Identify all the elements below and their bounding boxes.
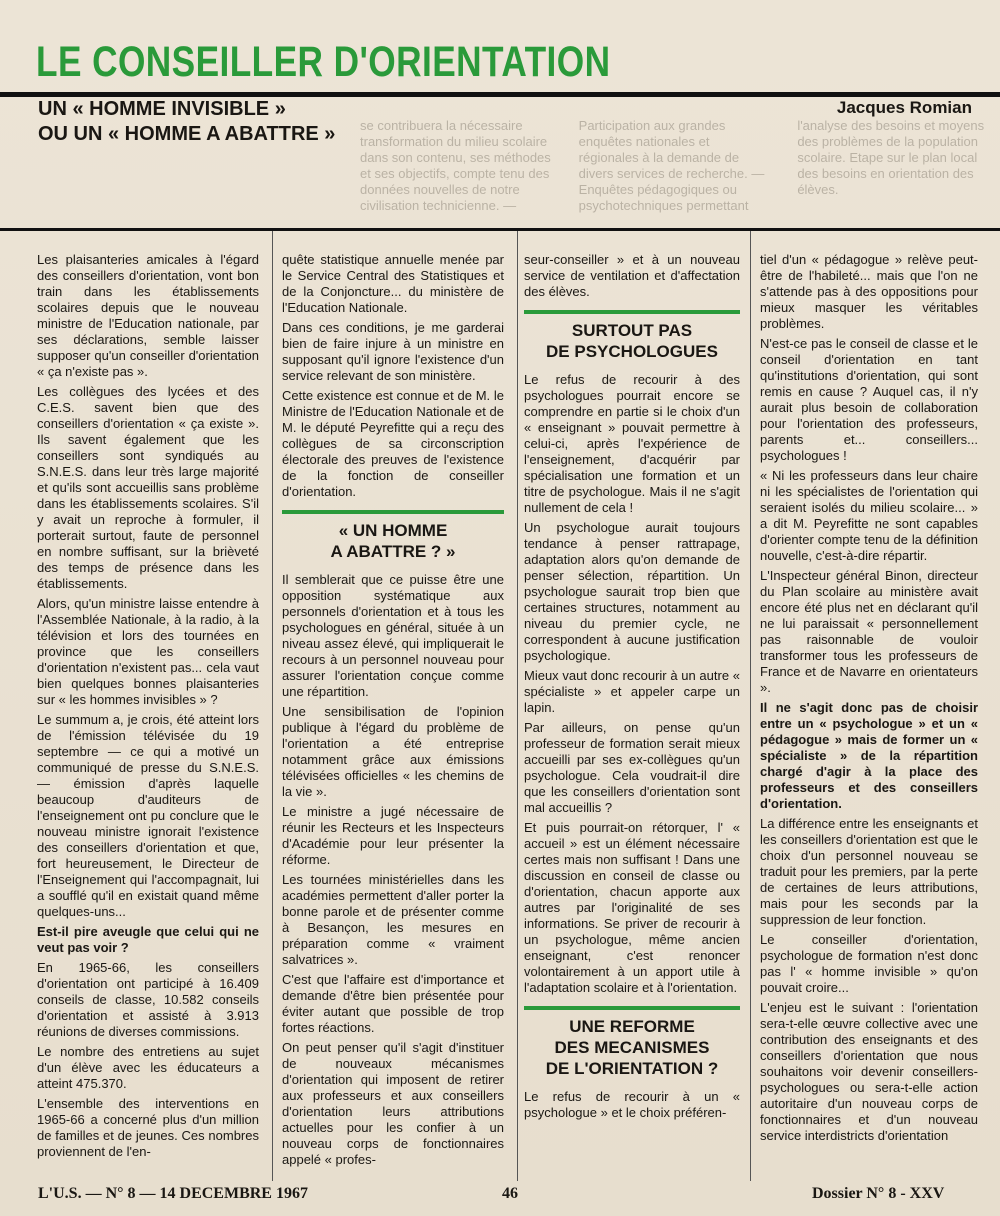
paragraph: Le summum a, je crois, été atteint lors de l'émission télévisée du 19 septembre — ce qui a motivé un communiqué de presse du S.N.E.S. — émission d'après laquelle beaucoup d'auditeurs de l'enseignement ont pu conclure que le nouveau ministre ignorait l'existence des conseillers d'orientation et que, fort heureusement, le Directeur de l'Enseignement qui l'accompagnait, lui a soufflé qu'il en existait quand même quelques-uns... bbox=[37, 712, 259, 919]
col3c-body bbox=[524, 1089, 740, 1121]
paragraph: Dans ces conditions, je me garderai bien de faire injure à un ministre en supposant qu'il ignore l'existence d'un service relevant de son ministère. bbox=[282, 320, 504, 383]
paragraph: seur-conseiller » et à un nouveau service de ventilation et d'affectation des élèves. bbox=[524, 252, 740, 299]
author-name: Jacques Romian bbox=[836, 98, 972, 117]
column-2 bbox=[282, 252, 504, 1172]
paragraph: Les tournées ministérielles dans les académies permettent d'aller porter la bonne parole et de présenter comme à Besançon, les mesures en préparation comme « vraiment salvatrices ». bbox=[282, 872, 504, 967]
col3a-body bbox=[524, 252, 740, 300]
paragraph: tiel d'un « pédagogue » relève peut-être de l'habileté... mais que l'on ne s'attende pas à des oppositions pour mieux masquer les véritables problèmes. bbox=[760, 252, 978, 331]
paragraph: Alors, qu'un ministre laisse entendre à l'Assemblée Nationale, à la radio, à la télévision et lors des tournées en province que les conseillers d'orientation n'existent pas... cela vaut bien quelques bonnes plaisanteries sur « les hommes invisibles » ? bbox=[37, 596, 259, 707]
column-3 bbox=[524, 252, 740, 1125]
section-title-line-2: DES MECANISMES bbox=[554, 1038, 710, 1057]
paragraph: On peut penser qu'il s'agit d'instituer de nouveaux mécanismes d'orientation qui imposent de retirer aux professeurs et aux conseillers d'orientation leurs attributions actuelles pour les confier à un nouveau corps de fonctionnaires appelé « profes- bbox=[282, 1040, 504, 1167]
green-rule bbox=[282, 510, 504, 514]
paragraph: Le refus de recourir à un « psychologue » et le choix préféren- bbox=[524, 1089, 740, 1120]
paragraph: Le nombre des entretiens au sujet d'un élève avec les éducateurs a atteint 475.370. bbox=[37, 1044, 259, 1091]
paragraph: Il ne s'agit donc pas de choisir entre un « psychologue » et un « pédagogue » mais de former un « spécialiste » de la répartition chargé d'agir à la place des professeurs et des conseillers d'orientation. bbox=[760, 700, 978, 811]
col3b-body bbox=[524, 372, 740, 996]
paragraph: Un psychologue aurait toujours tendance à penser rattrapage, adaptation alors qu'on demande de penser sélection, répartition. Un psychologue saurait trop bien que certaines structures, notamment au niveau du premier cycle, ne correspondent à aucune justification psychologique. bbox=[524, 520, 740, 663]
paragraph: quête statistique annuelle menée par le Service Central des Statistiques et de la Conjoncture... du ministère de l'Education Nationale. bbox=[282, 252, 504, 315]
paragraph: Par ailleurs, on pense qu'un professeur de formation serait mieux accueilli par ses ex-collègues qu'un psychologue. Cela voudrait-il dire que les conseillers d'orientation sont mal accueillis ? bbox=[524, 720, 740, 815]
paragraph: Mieux vaut donc recourir à un autre « spécialiste » et appeler carpe un lapin. bbox=[524, 668, 740, 715]
col1-body bbox=[37, 252, 259, 1160]
paragraph: La différence entre les enseignants et les conseillers d'orientation est que le choix d'un personnel nouveau se traduit pour les premiers, par la perte de certaines de leurs attributions, mais pour les seconds par la suppression de leur fonction. bbox=[760, 816, 978, 927]
headline-line-2: OU UN « HOMME A ABATTRE » bbox=[38, 123, 336, 145]
section-title-line-1: SURTOUT PAS bbox=[571, 321, 693, 340]
footer-issue: L'U.S. — N° 8 — 14 DECEMBRE 1967 bbox=[38, 1185, 308, 1202]
paragraph: Une sensibilisation de l'opinion publique à l'égard du problème de l'orientation a été entreprise notamment grâce aux émissions télévisées officielles « les chemins de la vie ». bbox=[282, 704, 504, 799]
paragraph: En 1965-66, les conseillers d'orientation ont participé à 16.409 conseils de classe, 10.582 conseils d'orientation et assisté à 3.913 réunions de diverses commissions. bbox=[37, 960, 259, 1039]
column-rule bbox=[750, 231, 751, 1181]
col2b-body bbox=[282, 572, 504, 1168]
column-rule bbox=[272, 231, 273, 1181]
header-rule bbox=[0, 228, 1000, 231]
column-4 bbox=[760, 252, 978, 1148]
green-rule bbox=[524, 1006, 740, 1010]
section-title-line-1: « UN HOMME bbox=[338, 521, 448, 540]
paragraph: Cette existence est connue et de M. le Ministre de l'Education Nationale et de M. le député Peyrefitte qui a reçu des collègues de sa circonscription électorale des preuves de l'existence de la fonction de conseiller d'orientation. bbox=[282, 388, 504, 499]
section-title-line-2: A ABATTRE ? » bbox=[330, 542, 456, 561]
col4-body bbox=[760, 252, 978, 1144]
paragraph: Il semblerait que ce puisse être une opposition systématique aux personnels d'orientation et à tous les psychologues en général, située à un niveau assez élevé, qui impliquerait le recours à un personnel nouveau pour assurer l'orientation conçue comme une répartition. bbox=[282, 572, 504, 699]
section-heading-surtout-pas bbox=[524, 310, 740, 362]
green-rule bbox=[524, 310, 740, 314]
footer-page-number: 46 bbox=[502, 1185, 518, 1202]
paragraph: Le ministre a jugé nécessaire de réunir les Recteurs et les Inspecteurs d'Académie pour leur présenter la réforme. bbox=[282, 804, 504, 867]
masthead-title: LE CONSEILLER D'ORIENTATION bbox=[36, 38, 611, 86]
col2a-body bbox=[282, 252, 504, 500]
section-title-line-2: DE PSYCHOLOGUES bbox=[546, 342, 718, 361]
footer-dossier: Dossier N° 8 - XXV bbox=[812, 1185, 945, 1202]
paragraph: Le conseiller d'orientation, psychologue de formation n'est donc pas l' « homme invisible » qu'on pouvait croire... bbox=[760, 932, 978, 995]
paragraph: L'Inspecteur général Binon, directeur du Plan scolaire au ministère avait encore été plus net en déclarant qu'il ne lui paraissait « personnellement pas raisonnable de vouloir transformer tous les professeurs de France et de Navarre en orientateurs ». bbox=[760, 568, 978, 695]
paragraph: « Ni les professeurs dans leur chaire ni les spécialistes de l'orientation qui seraient isolés du milieu scolaire... » a dit M. Peyrefitte ne sont capables d'orienter compte tenu de la définition nouvelle, c'est-à-dire répartir. bbox=[760, 468, 978, 563]
column-1 bbox=[37, 252, 259, 1164]
paragraph: Et puis pourrait-on rétorquer, l' « accueil » est un élément nécessaire certes mais non suffisant ! Dans une discussion en conseil de classe ou d'orientation, chacun apporte aux autres par l'originalité de ses informations. Se priver de recourir à un psychologue, même ancien enseignant, c'est renoncer volontairement à un apport utile à l'adaptation scolaire et à l'orientation. bbox=[524, 820, 740, 995]
paragraph: Les plaisanteries amicales à l'égard des conseillers d'orientation, vont bon train dans les établissements scolaires depuis que le nouveau ministre de l'Education nationale, par ses déclarations, semble laisser supposer qu'un conseiller d'orientation « ça n'existe pas ». bbox=[37, 252, 259, 379]
headline-line-1: UN « HOMME INVISIBLE » bbox=[38, 98, 286, 120]
paragraph: N'est-ce pas le conseil de classe et le conseil d'orientation en tant qu'institutions d'orientation, qui sont remis en cause ? Auquel cas, il n'y aurait plus besoin de collaboration pour l'orientation des professeurs, parents et... conseillers... psychologues ! bbox=[760, 336, 978, 463]
paragraph: Est-il pire aveugle que celui qui ne veut pas voir ? bbox=[37, 924, 259, 955]
paragraph: C'est que l'affaire est d'importance et demande d'être bien présentée pour éviter autant que possible de trop fortes réactions. bbox=[282, 972, 504, 1035]
paragraph: Le refus de recourir à des psychologues pourrait encore se comprendre en partie si le choix d'un « enseignant » pouvait permettre à celui-ci, après l'expérience de l'enseignement, d'acquérir par spécialisation une formation et un titre de psychologue. Mais il ne s'agit nullement de cela ! bbox=[524, 372, 740, 515]
bleed-through-text: se contribuera la nécessaire transformation du milieu scolaire dans son contenu, ses méthodes et ses objectifs, compte tenu des données nouvelles de notre civilisation technicienne. — Participation aux grandes enquêtes nationales et régionales à la demande de divers services de recherche. — Enquêtes pédagogiques ou psychotechniques permettant l'analyse des besoins et moyens des problèmes de la population scolaire. Etape sur le plan local des besoins en orientation des élèves. bbox=[360, 118, 985, 213]
article-headline bbox=[38, 97, 335, 147]
section-title-line-3: DE L'ORIENTATION ? bbox=[545, 1059, 719, 1078]
section-heading-homme-a-abattre bbox=[282, 510, 504, 562]
section-title-line-1: UNE REFORME bbox=[569, 1017, 695, 1036]
paragraph: L'enjeu est le suivant : l'orientation sera-t-elle œuvre collective avec une contribution des enseignants et des conseillers d'orientation que nous souhaitons voir devenir conseillers-psychologues ou sera-t-elle action autoritaire d'un nouveau corps de fonctionnaires et d'un nouveau service interdistricts d'orientation bbox=[760, 1000, 978, 1143]
column-rule bbox=[517, 231, 518, 1181]
paragraph: L'ensemble des interventions en 1965-66 a concerné plus d'un million de familles et de jeunes. Ces nombres proviennent de l'en- bbox=[37, 1096, 259, 1159]
section-heading-une-reforme bbox=[524, 1006, 740, 1079]
paragraph: Les collègues des lycées et des C.E.S. savent bien que des conseillers d'orientation « ça existe ». Ils savent également que les conseillers sont syndiqués au S.N.E.S. dans leur très large majorité et qu'ils sont accueillis sans problème dans les établissements scolaires. S'il y avait un reproche à formuler, il porterait surtout, faute de personnel en nombre suffisant, sur la brièveté des temps de présence dans les établissements. bbox=[37, 384, 259, 591]
